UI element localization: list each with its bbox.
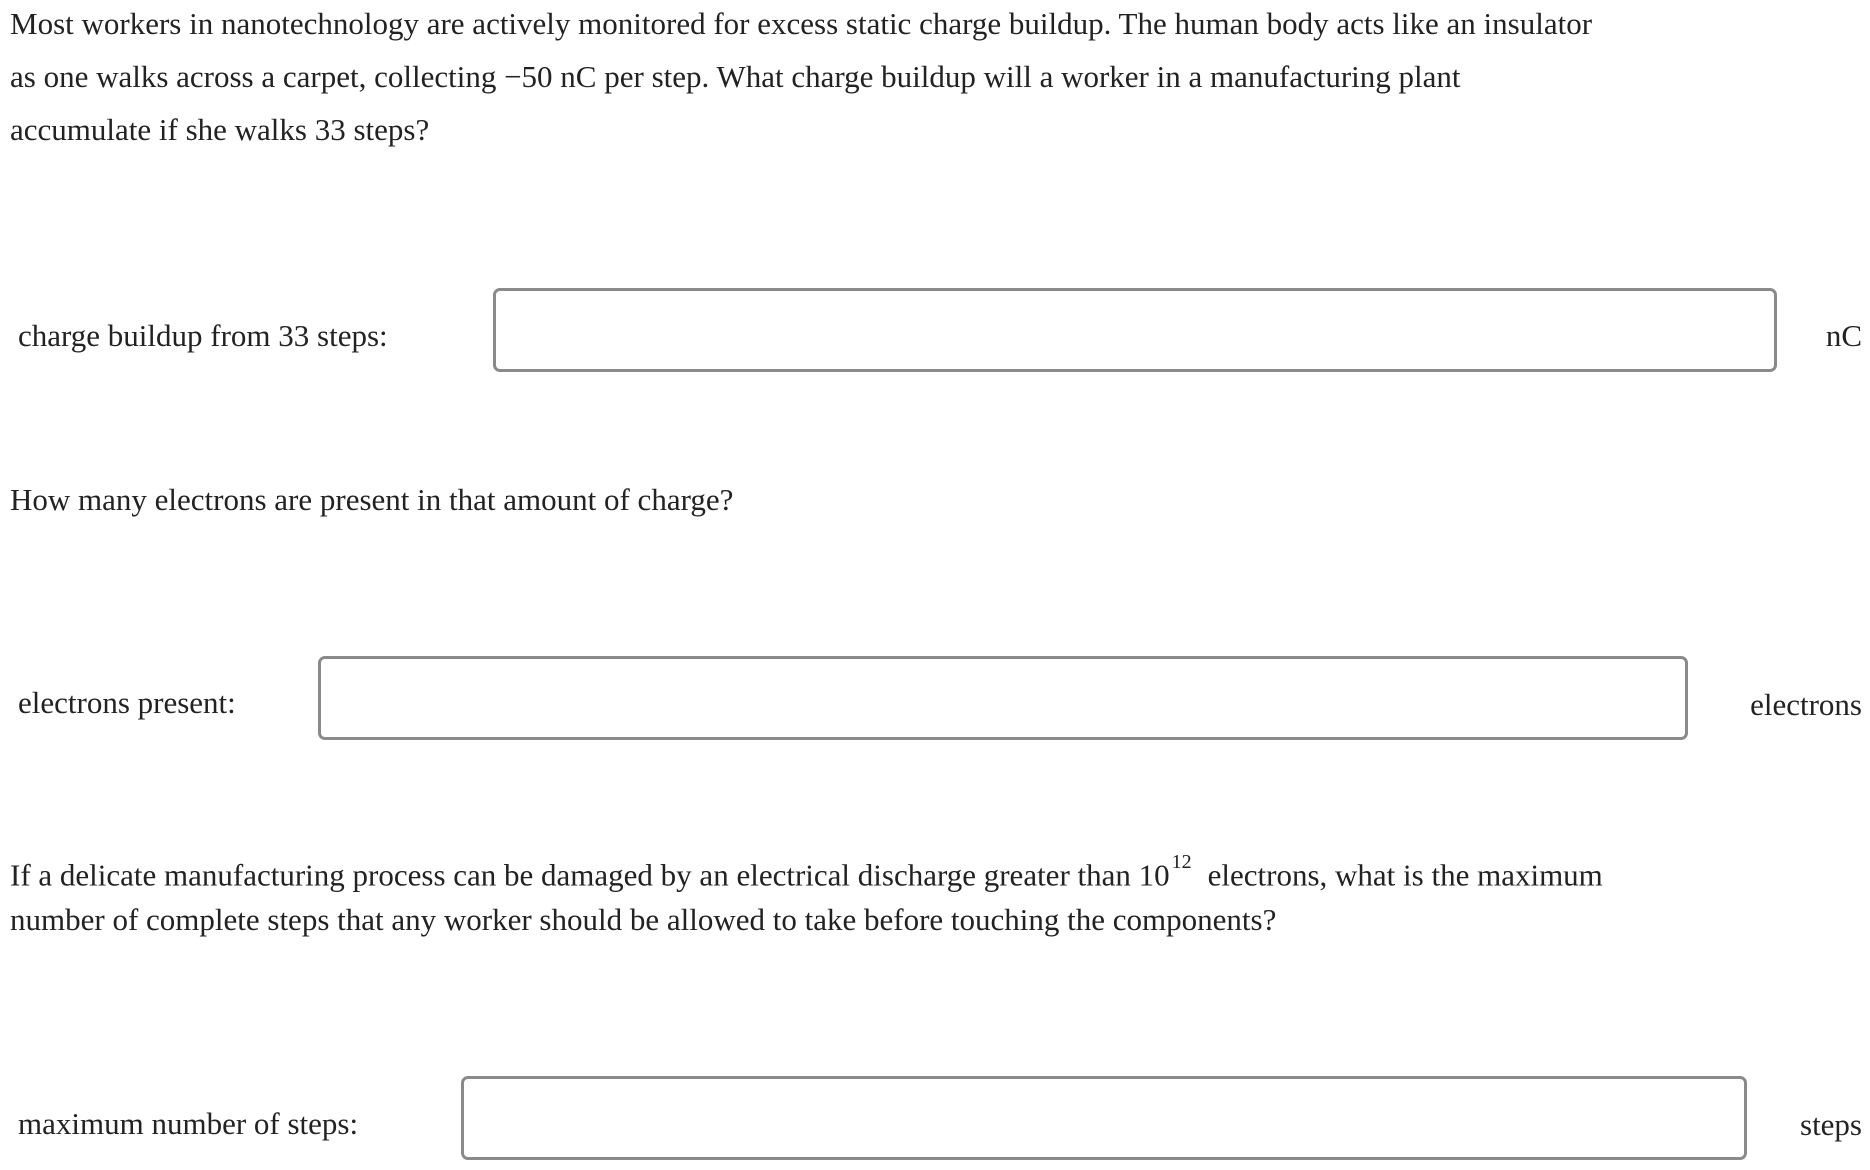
- question3-line-1-after: electrons, what is the maximum: [1207, 857, 1603, 893]
- max-steps-input[interactable]: [461, 1076, 1747, 1160]
- question2-text: How many electrons are present in that amount of charge?: [10, 482, 734, 517]
- exponent: 12: [1171, 851, 1192, 873]
- electrons-present-unit: electrons: [1750, 687, 1862, 722]
- electrons-present-label: electrons present:: [18, 685, 236, 720]
- max-steps-unit: steps: [1800, 1107, 1862, 1142]
- charge-buildup-label: charge buildup from 33 steps:: [18, 318, 388, 353]
- question3-line-1-before: If a delicate manufacturing process can be damaged by an electrical discharge greater than 10: [10, 857, 1170, 893]
- charge-buildup-unit: nC: [1825, 318, 1862, 353]
- question1-line-2: as one walks across a carpet, collecting −50 nC per step. What charge buildup will a worker in a manufacturing plant: [10, 59, 1461, 94]
- electrons-present-input[interactable]: [318, 656, 1688, 740]
- question3-line-2: number of complete steps that any worker should be allowed to take before touching the components?: [10, 902, 1277, 937]
- question1-line-3: accumulate if she walks 33 steps?: [10, 112, 430, 147]
- max-steps-label: maximum number of steps:: [18, 1106, 359, 1141]
- question1-line-1: Most workers in nanotechnology are actively monitored for excess static charge buildup. The human body acts like an insulator: [10, 6, 1593, 41]
- charge-buildup-input[interactable]: [493, 288, 1777, 372]
- question3-line-1: [10, 848, 1603, 895]
